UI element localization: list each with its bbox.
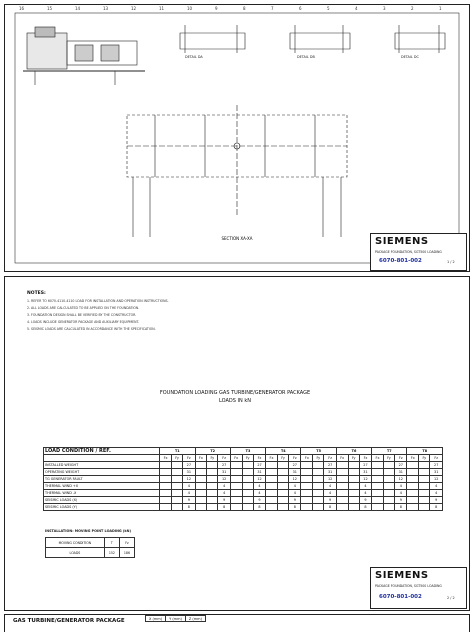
- load-cell: [313, 476, 324, 483]
- load-cell: 4: [183, 490, 195, 497]
- point-header: T8: [407, 448, 443, 455]
- small-cell: 152: [104, 548, 119, 558]
- load-cell: [195, 504, 207, 511]
- load-cell: 4: [324, 483, 336, 490]
- ruler-number: 3: [383, 6, 386, 11]
- load-cell: [277, 462, 288, 469]
- load-cell: 4: [324, 490, 336, 497]
- load-cell: [171, 476, 182, 483]
- small-cell: 186: [119, 548, 134, 558]
- ruler-number: 8: [243, 6, 246, 11]
- load-cell: [348, 462, 359, 469]
- load-cell: [336, 476, 348, 483]
- detail-sketches: [180, 25, 445, 53]
- project-title: PACKAGE FOUNDATION, SGT500 LOADING: [375, 584, 442, 588]
- load-cell: [419, 497, 430, 504]
- note-item: 1. REFER TO 6070-4110-4110 LOAD FOR INSTALLATION AND OPERATION INSTRUCTIONS.: [27, 299, 169, 303]
- load-cell: [313, 462, 324, 469]
- load-cell: 4: [359, 490, 371, 497]
- load-cell: 4: [289, 490, 301, 497]
- load-cell: 27: [359, 462, 371, 469]
- load-cell: 12: [218, 476, 230, 483]
- load-cell: [383, 469, 394, 476]
- note-item: 3. FOUNDATION DESIGN SHALL BE VERIFIED BY THE CONSTRUCTOR.: [27, 313, 137, 317]
- sub-col-header: Fx: [301, 455, 313, 462]
- load-cell: [171, 483, 182, 490]
- load-cell: [171, 504, 182, 511]
- drawing-sheet-1: [4, 4, 470, 272]
- load-cell: 27: [218, 462, 230, 469]
- table-row: [44, 497, 443, 504]
- load-cell: 4: [218, 483, 230, 490]
- load-cell: 31: [218, 469, 230, 476]
- load-cell: 31: [324, 469, 336, 476]
- load-cell: [336, 490, 348, 497]
- drawing-number: 6070-801-002: [379, 258, 422, 264]
- load-cell: [313, 504, 324, 511]
- note-item: 2. ALL LOADS ARE CALCULATED TO BE APPLIED ON THE FOUNDATION.: [27, 306, 140, 310]
- sub-col-header: Fx: [372, 455, 384, 462]
- load-cell: [207, 490, 218, 497]
- ruler-number: 1: [439, 6, 442, 11]
- ruler-number: 4: [355, 6, 358, 11]
- load-cell: [195, 462, 207, 469]
- load-cell: [171, 469, 182, 476]
- siemens-logo: SIEMENS: [375, 236, 429, 247]
- bottom-title: GAS TURBINE/GENERATOR PACKAGE: [13, 618, 125, 624]
- load-cell: [383, 504, 394, 511]
- load-cell: [207, 483, 218, 490]
- sub-col-header: Fz: [289, 455, 301, 462]
- load-cell: 9: [289, 497, 301, 504]
- load-cell: [266, 476, 278, 483]
- small-cell: LOADS: [46, 548, 105, 558]
- load-cell: 31: [289, 469, 301, 476]
- load-cell: [207, 476, 218, 483]
- load-cell: 27: [395, 462, 407, 469]
- load-cell: [242, 490, 253, 497]
- load-cell: 12: [183, 476, 195, 483]
- sub-col-header: Fy: [419, 455, 430, 462]
- load-cell: [301, 469, 313, 476]
- coord-header: X (mm): [146, 616, 166, 622]
- title-line-2: LOADS IN kN: [219, 398, 251, 404]
- load-cell: [266, 483, 278, 490]
- load-cell: 27: [430, 462, 443, 469]
- load-cell: 31: [359, 469, 371, 476]
- row-label: THERMAL WIND +X: [44, 483, 160, 490]
- load-cell: 8: [289, 504, 301, 511]
- load-cell: 12: [253, 476, 265, 483]
- table-row: [44, 490, 443, 497]
- load-cell: [242, 483, 253, 490]
- load-cell: 9: [359, 497, 371, 504]
- load-cell: 31: [253, 469, 265, 476]
- sub-col-header: Fy: [313, 455, 324, 462]
- load-cell: 8: [253, 504, 265, 511]
- load-cell: 4: [218, 490, 230, 497]
- load-cell: [348, 490, 359, 497]
- load-cell: 27: [183, 462, 195, 469]
- small-header: MOVING CONDITION: [46, 538, 105, 548]
- load-cell: [313, 497, 324, 504]
- detail-label-dc: DETAIL DC: [401, 55, 419, 59]
- point-header: T5: [301, 448, 336, 455]
- table-row: [44, 469, 443, 476]
- drawing-sheet-2: [4, 276, 470, 611]
- load-cell: 27: [324, 462, 336, 469]
- load-cell: 4: [183, 483, 195, 490]
- sub-col-header: Fy: [171, 455, 182, 462]
- load-cell: [407, 504, 419, 511]
- load-cell: [230, 476, 242, 483]
- bottom-strip: [4, 614, 470, 632]
- load-cell: [372, 490, 384, 497]
- detail-label-db: DETAIL DB: [297, 55, 315, 59]
- load-cell: 8: [218, 504, 230, 511]
- load-cell: [348, 497, 359, 504]
- load-cell: [336, 504, 348, 511]
- load-cell: 27: [253, 462, 265, 469]
- load-cell: [277, 504, 288, 511]
- load-cell: [383, 497, 394, 504]
- row-label: INSTALLED WEIGHT: [44, 462, 160, 469]
- load-cell: [383, 490, 394, 497]
- title-block-2: [370, 567, 467, 609]
- ruler-number: 13: [103, 6, 109, 11]
- small-header: Fz: [119, 538, 134, 548]
- load-cell: 9: [183, 497, 195, 504]
- load-cell: [419, 490, 430, 497]
- load-cell: [407, 469, 419, 476]
- ruler-number: 14: [75, 6, 81, 11]
- load-cell: [266, 490, 278, 497]
- load-cell: 8: [324, 504, 336, 511]
- small-table-title: INSTALLATION: MOVING POINT LOADING (kN): [45, 529, 132, 533]
- load-cell: 9: [430, 497, 443, 504]
- sub-col-header: Fy: [383, 455, 394, 462]
- load-cell: [301, 504, 313, 511]
- load-cell: 12: [430, 476, 443, 483]
- load-cell: [160, 462, 172, 469]
- load-cell: [195, 483, 207, 490]
- row-label: OPERATING WEIGHT: [44, 469, 160, 476]
- package-elevation-sketch: [23, 27, 145, 85]
- row-label: THERMAL WIND -X: [44, 490, 160, 497]
- loading-title: [125, 389, 345, 405]
- ruler-number: 7: [271, 6, 274, 11]
- row-label: SEISMIC LOADS (Y): [44, 504, 160, 511]
- sub-col-header: Fz: [253, 455, 265, 462]
- load-cell: 4: [253, 483, 265, 490]
- coordinate-header-table: [145, 615, 206, 622]
- load-cell: 4: [430, 483, 443, 490]
- sub-col-header: Fy: [207, 455, 218, 462]
- sheet-number: 1 / 2: [447, 260, 455, 264]
- load-cell: [419, 483, 430, 490]
- load-cell: 27: [289, 462, 301, 469]
- sub-col-header: Fz: [183, 455, 195, 462]
- load-cell: [195, 490, 207, 497]
- load-cell: [242, 462, 253, 469]
- ruler-number: 6: [299, 6, 302, 11]
- sub-col-header: Fy: [242, 455, 253, 462]
- load-cell: [266, 497, 278, 504]
- load-cell: 9: [324, 497, 336, 504]
- coord-header: Z (mm): [185, 616, 205, 622]
- load-cell: [301, 462, 313, 469]
- load-cell: [277, 497, 288, 504]
- point-header: T7: [372, 448, 407, 455]
- sub-col-header: Fx: [336, 455, 348, 462]
- point-header: T2: [195, 448, 230, 455]
- title-block-1: [370, 233, 467, 271]
- load-cell: [277, 469, 288, 476]
- load-cell: [242, 476, 253, 483]
- load-cell: [207, 497, 218, 504]
- sub-col-header: Fy: [277, 455, 288, 462]
- load-cell: [419, 462, 430, 469]
- drawing-number: 6070-801-002: [379, 594, 422, 600]
- load-cell: 4: [430, 490, 443, 497]
- load-cell: [266, 469, 278, 476]
- load-cell: [407, 462, 419, 469]
- project-title: PACKAGE FOUNDATION, SGT500 LOADING: [375, 250, 442, 254]
- point-header: T6: [336, 448, 371, 455]
- load-cell: 9: [395, 497, 407, 504]
- layout-drawing: [5, 5, 469, 271]
- table-row: [44, 476, 443, 483]
- load-cell: 4: [359, 483, 371, 490]
- sub-col-header: Fx: [266, 455, 278, 462]
- table-row: [44, 462, 443, 469]
- load-cell: [207, 462, 218, 469]
- load-cell: [419, 476, 430, 483]
- detail-label-da: DETAIL DA: [185, 55, 203, 59]
- load-cell: [266, 504, 278, 511]
- load-cell: 31: [395, 469, 407, 476]
- point-header: T1: [160, 448, 195, 455]
- load-cell: [195, 476, 207, 483]
- load-cell: [242, 469, 253, 476]
- load-cell: [171, 497, 182, 504]
- note-item: 4. LOADS INCLUDE GENERATOR PACKAGE AND AUXILIARY EQUIPMENT.: [27, 320, 140, 324]
- load-cell: 4: [395, 490, 407, 497]
- load-cell: [372, 497, 384, 504]
- load-cell: [372, 504, 384, 511]
- sub-col-header: Fx: [230, 455, 242, 462]
- load-cell: [301, 476, 313, 483]
- load-cell: [160, 469, 172, 476]
- note-item: 5. SEISMIC LOADS ARE CALCULATED IN ACCORDANCE WITH THE SPECIFICATION.: [27, 327, 156, 331]
- load-cell: [242, 497, 253, 504]
- load-cell: [348, 469, 359, 476]
- row-label: SEISMIC LOADS (X): [44, 497, 160, 504]
- load-cell: 12: [324, 476, 336, 483]
- load-cell: [230, 469, 242, 476]
- load-cell: [160, 497, 172, 504]
- load-cell: [230, 497, 242, 504]
- load-cell: [230, 483, 242, 490]
- load-cell: [313, 469, 324, 476]
- load-cell: 12: [359, 476, 371, 483]
- table-row: [44, 504, 443, 511]
- sub-col-header: Fx: [160, 455, 172, 462]
- load-cell: 4: [289, 483, 301, 490]
- load-cell: [407, 476, 419, 483]
- load-cell: [160, 490, 172, 497]
- load-cell: [242, 504, 253, 511]
- load-cell: [313, 490, 324, 497]
- section-label: SECTION XA-XA: [221, 236, 253, 241]
- load-cell: 8: [395, 504, 407, 511]
- load-cell: 31: [430, 469, 443, 476]
- load-cell: [207, 469, 218, 476]
- load-condition-header: LOAD CONDITION / REF.: [44, 448, 160, 455]
- load-cell: 8: [430, 504, 443, 511]
- load-cell: [407, 483, 419, 490]
- sub-col-header: Fz: [430, 455, 443, 462]
- load-cell: [301, 497, 313, 504]
- load-cell: [160, 483, 172, 490]
- load-cell: 8: [359, 504, 371, 511]
- ruler-number: 5: [327, 6, 330, 11]
- load-cell: 12: [289, 476, 301, 483]
- load-cell: [419, 504, 430, 511]
- load-cell: 31: [183, 469, 195, 476]
- load-cell: 8: [183, 504, 195, 511]
- sub-col-header: Fx: [407, 455, 419, 462]
- load-cell: [230, 490, 242, 497]
- title-line-1: FOUNDATION LOADING GAS TURBINE/GENERATOR PACKAGE: [159, 390, 311, 396]
- sub-col-header: Fx: [195, 455, 207, 462]
- load-cell: [372, 483, 384, 490]
- sub-col-header: Fy: [348, 455, 359, 462]
- load-cell: 9: [218, 497, 230, 504]
- load-cell: [336, 462, 348, 469]
- notes-heading: NOTES:: [27, 291, 46, 296]
- sub-col-header: Fz: [359, 455, 371, 462]
- load-cell: [230, 504, 242, 511]
- load-cell: [313, 483, 324, 490]
- load-cell: [336, 483, 348, 490]
- load-cell: [407, 497, 419, 504]
- load-cell: [372, 469, 384, 476]
- load-cell: [336, 497, 348, 504]
- load-cell: [383, 462, 394, 469]
- load-cell: [301, 490, 313, 497]
- load-cell: [171, 462, 182, 469]
- load-cell: [207, 504, 218, 511]
- notes-block: [27, 291, 207, 334]
- load-cell: 12: [395, 476, 407, 483]
- ruler-number: 15: [47, 6, 53, 11]
- load-cell: [407, 490, 419, 497]
- moving-load-table: [45, 537, 135, 558]
- load-cell: [195, 469, 207, 476]
- load-cell: [266, 462, 278, 469]
- load-cell: [160, 476, 172, 483]
- point-header: T4: [266, 448, 301, 455]
- load-cell: [195, 497, 207, 504]
- load-cell: [277, 483, 288, 490]
- row-label: TG GENERATOR FAULT: [44, 476, 160, 483]
- siemens-logo: SIEMENS: [375, 570, 429, 581]
- sub-col-header: Fz: [395, 455, 407, 462]
- sheet-number: 2 / 2: [447, 596, 455, 600]
- ruler-number: 10: [187, 6, 193, 11]
- load-cell: [383, 483, 394, 490]
- load-cell: [419, 469, 430, 476]
- load-cell: [348, 476, 359, 483]
- load-cell: [277, 476, 288, 483]
- load-cell: [372, 476, 384, 483]
- foundation-plan: [127, 105, 347, 237]
- load-cell: [160, 504, 172, 511]
- point-header: T3: [230, 448, 265, 455]
- table-row: [44, 483, 443, 490]
- load-cell: [230, 462, 242, 469]
- load-cell: [277, 490, 288, 497]
- sub-col-header: Fz: [324, 455, 336, 462]
- small-header: T: [104, 538, 119, 548]
- ruler-number: 2: [411, 6, 414, 11]
- ruler-number: 12: [131, 6, 137, 11]
- ruler-number: 11: [159, 6, 165, 11]
- load-cell: 4: [253, 490, 265, 497]
- load-cell: [336, 469, 348, 476]
- load-cell: [348, 504, 359, 511]
- ruler-number: 9: [215, 6, 218, 11]
- load-cell: 9: [253, 497, 265, 504]
- load-cell: [383, 476, 394, 483]
- sub-col-header: Fz: [218, 455, 230, 462]
- load-cell: [171, 490, 182, 497]
- load-cell: [348, 483, 359, 490]
- load-cell: [372, 462, 384, 469]
- loads-table: [43, 447, 443, 511]
- coord-header: Y (mm): [166, 616, 186, 622]
- load-cell: [301, 483, 313, 490]
- load-cell: 4: [395, 483, 407, 490]
- ruler-number: 16: [19, 6, 25, 11]
